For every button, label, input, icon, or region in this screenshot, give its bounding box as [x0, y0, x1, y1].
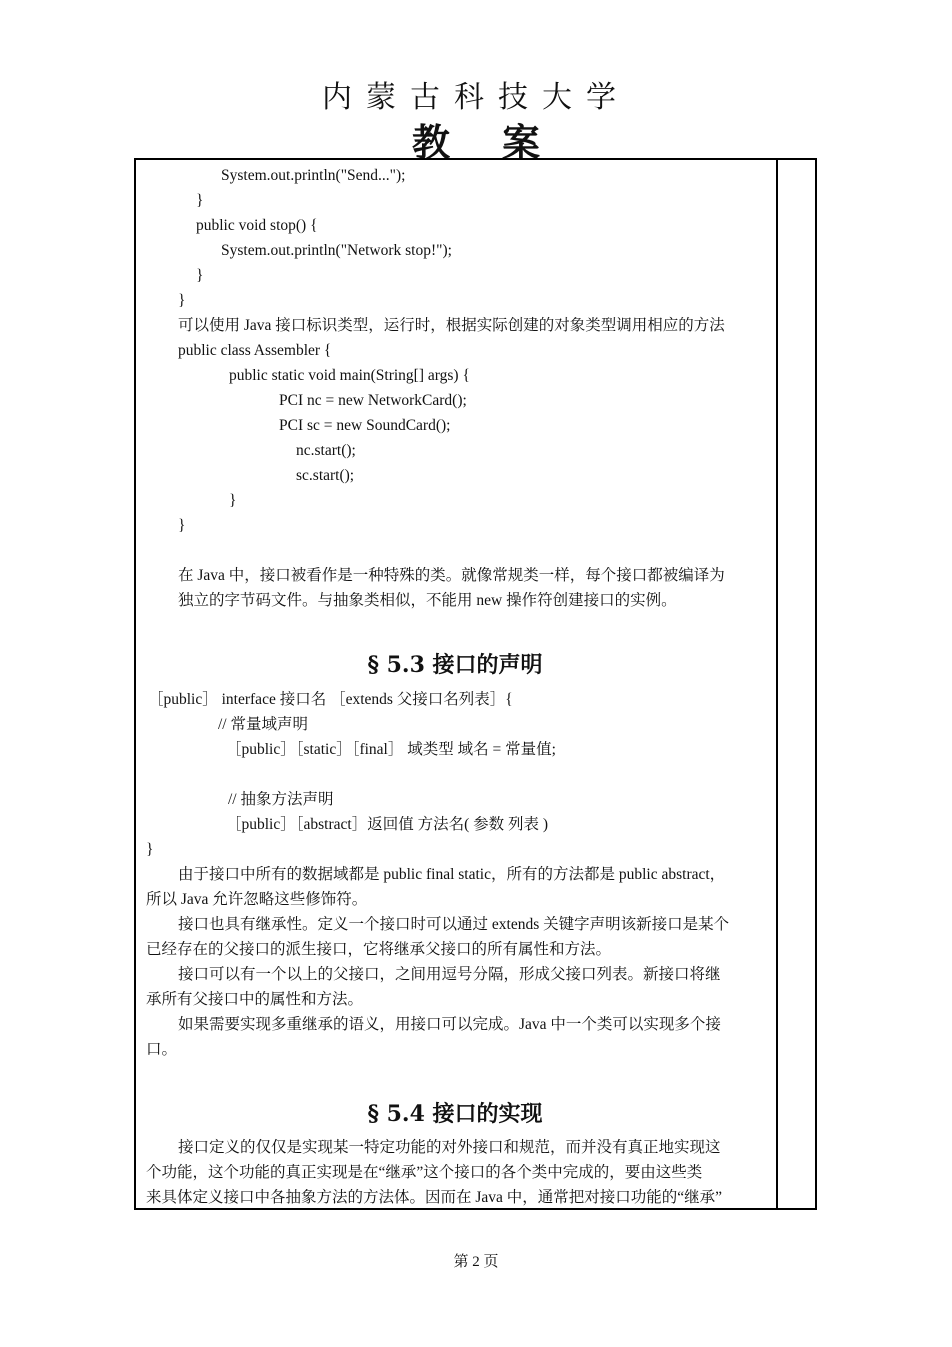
- code-line: nc.start();: [296, 442, 356, 459]
- paragraph: 在 Java 中，接口被看作是一种特殊的类。就像常规类一样，每个接口都被编译为: [178, 567, 725, 584]
- paragraph: 接口定义的仅仅是实现某一特定功能的对外接口和规范，而并没有真正地实现这: [178, 1139, 721, 1156]
- syntax-line: ［public］ interface 接口名 ［extends 父接口名列表］{: [148, 691, 513, 708]
- code-line: }: [196, 192, 204, 209]
- paragraph: 口。: [146, 1041, 178, 1058]
- section-heading-5-4: § 5.4 接口的实现: [367, 1101, 543, 1127]
- section-heading-5-3: § 5.3 接口的声明: [367, 652, 543, 678]
- code-line: public class Assembler {: [178, 342, 332, 359]
- paragraph: 可以使用 Java 接口标识类型，运行时，根据实际创建的对象类型调用相应的方法: [178, 317, 725, 334]
- code-line: public void stop() {: [196, 217, 318, 234]
- paragraph: 由于接口中所有的数据域都是 public final static，所有的方法都是 public abstract，: [178, 866, 726, 883]
- paragraph: 接口也具有继承性。定义一个接口时可以通过 extends 关键字声明该新接口是某个: [178, 916, 730, 933]
- paragraph: 个功能，这个功能的真正实现是在“继承”这个接口的各个类中完成的，要由这些类: [146, 1164, 703, 1181]
- code-line: }: [178, 292, 186, 309]
- syntax-line: ［public］［abstract］返回值 方法名( 参数 列表 ): [226, 816, 549, 833]
- paragraph: 已经存在的父接口的派生接口，它将继承父接口的所有属性和方法。: [146, 941, 612, 958]
- code-line: }: [196, 267, 204, 284]
- code-line: System.out.println("Network stop!");: [221, 242, 452, 259]
- page-number: 第 2 页: [453, 1254, 499, 1270]
- code-line: PCI nc = new NetworkCard();: [279, 392, 467, 409]
- syntax-line: // 常量域声明: [218, 716, 308, 733]
- paragraph: 如果需要实现多重继承的语义，用接口可以完成。Java 中一个类可以实现多个接: [178, 1016, 721, 1033]
- code-line: }: [178, 517, 186, 534]
- school-name: 内蒙古科技大学: [322, 80, 630, 115]
- code-line: PCI sc = new SoundCard();: [279, 417, 451, 434]
- document-title: 教案: [411, 121, 592, 165]
- code-line: sc.start();: [296, 467, 355, 484]
- syntax-line: }: [146, 841, 154, 858]
- paragraph: 独立的字节码文件。与抽象类相似，不能用 new 操作符创建接口的实例。: [178, 592, 677, 609]
- code-line: System.out.println("Send...");: [221, 167, 406, 184]
- paragraph: 承所有父接口中的属性和方法。: [146, 991, 364, 1008]
- syntax-line: // 抽象方法声明: [228, 791, 334, 808]
- code-line: }: [229, 492, 237, 509]
- paragraph: 来具体定义接口中各抽象方法的方法体。因而在 Java 中，通常把对接口功能的“继承”: [146, 1189, 723, 1206]
- code-line: public static void main(String[] args) {: [229, 367, 470, 384]
- paragraph: 所以 Java 允许忽略这些修饰符。: [146, 891, 368, 908]
- syntax-line: ［public］［static］［final］ 域类型 域名 = 常量值;: [226, 741, 556, 758]
- content-frame: [134, 158, 817, 1210]
- side-column-divider: [776, 158, 778, 1210]
- paragraph: 接口可以有一个以上的父接口，之间用逗号分隔，形成父接口列表。新接口将继: [178, 966, 721, 983]
